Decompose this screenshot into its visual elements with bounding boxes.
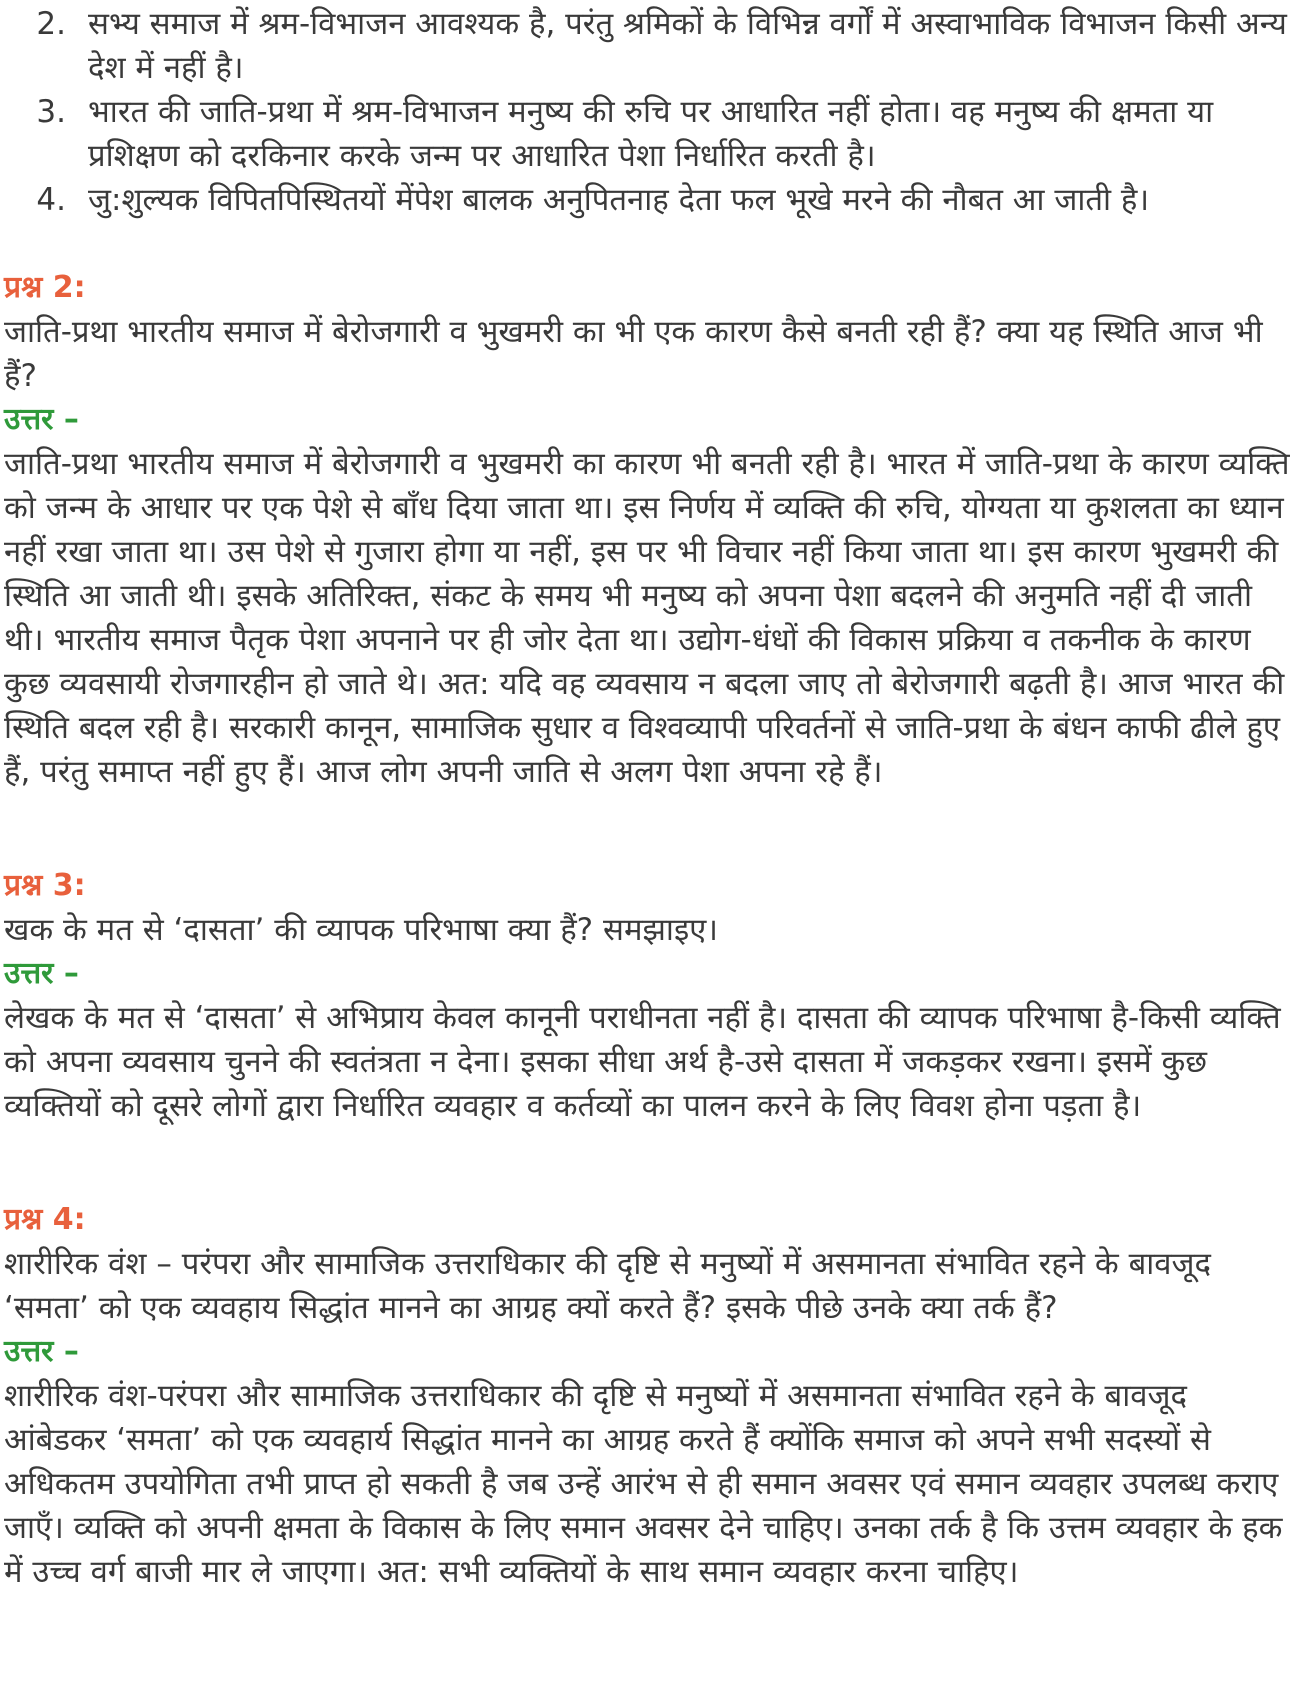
answer-label: उत्तर – [4,956,79,991]
list-item: 3. भारत की जाति-प्रथा में श्रम-विभाजन मनुष्य की रुचि पर आधारित नहीं होता। वह मनुष्य की क्षमता या प्रशिक्षण को दरकिनार करके जन्म पर आधारित पेशा निर्धारित करती है। [36,94,1214,174]
question-text: जाति-प्रथा भारतीय समाज में बेरोजगारी व भुखमरी का भी एक कारण कैसे बनती रही हैं? क्या यह स्थिति आज भी हैं? [4,314,1263,394]
question-section-3 [4,864,1297,1128]
list-item: 4. जु:शुल्यक विपितपिस्थितयों मेंपेश बालक अनुपितनाह देता फल भूखे मरने की नौबत आ जाती है। [36,182,1150,218]
question-label: प्रश्न 2: [4,270,86,305]
answer-text: लेखक के मत से ‘दासता’ से अभिप्राय केवल कानूनी पराधीनता नहीं है। दासता की व्यापक परिभाषा है-किसी व्यक्ति को अपना व्यवसाय चुनने की स्वतंत्रता न देना। इसका सीधा अर्थ है-उसे दासता में जकड़कर रखना। इसमें कुछ व्यक्तियों को दूसरे लोगों द्वारा निर्धारित व्यवहार व कर्तव्यों का पालन करने के लिए विवश होना पड़ता है। [4,1000,1281,1124]
question-text: शारीरिक वंश – परंपरा और सामाजिक उत्तराधिकार की दृष्टि से मनुष्यों में असमानता संभावित रहने के बावजूद ‘समता’ को एक व्यवहाय सिद्धांत मानने का आग्रह क्यों करते हैं? इसके पीछे उनके क्या तर्क हैं? [4,1246,1212,1326]
answer-label: उत्तर – [4,402,79,437]
question-section-2 [4,266,1297,794]
answer-text: जाति-प्रथा भारतीय समाज में बेरोजगारी व भुखमरी का कारण भी बनती रही है। भारत में जाति-प्रथा के कारण व्यक्ति को जन्म के आधार पर एक पेशे से बाँध दिया जाता था। इस निर्णय में व्यक्ति की रुचि, योग्यता या कुशलता का ध्यान नहीं रखा जाता था। उस पेशे से गुजारा होगा या नहीं, इस पर भी विचार नहीं किया जाता था। इस कारण भुखमरी की स्थिति आ जाती थी। इसके अतिरिक्त, संकट के समय भी मनुष्य को अपना पेशा बदलने की अनुमति नहीं दी जाती थी। भारतीय समाज पैतृक पेशा अपनाने पर ही जोर देता था। उद्योग-धंधों की विकास प्रक्रिया व तकनीक के कारण कुछ व्यवसायी रोजगारहीन हो जाते थे। अत: यदि वह व्यवसाय न बदला जाए तो बेरोजगारी बढ़ती है। आज भारत की स्थिति बदल रही है। सरकारी कानून, सामाजिक सुधार व विश्वव्यापी परिवर्तनों से जाति-प्रथा के बंधन काफी ढीले हुए हैं, परंतु समाप्त नहीं हुए हैं। आज लोग अपनी जाति से अलग पेशा अपना रहे हैं। [4,446,1290,790]
question-label: प्रश्न 4: [4,1202,86,1237]
question-section-4 [4,1198,1297,1594]
answer-text: शारीरिक वंश-परंपरा और सामाजिक उत्तराधिकार की दृष्टि से मनुष्यों में असमानता संभावित रहने के बावजूद आंबेडकर ‘समता’ को एक व्यवहार्य सिद्धांत मानने का आग्रह करते हैं क्योंकि समाज को अपने सभी सदस्यों से अधिकतम उपयोगिता तभी प्राप्त हो सकती है जब उन्हें आरंभ से ही समान अवसर एवं समान व्यवहार उपलब्ध कराए जाएँ। व्यक्ति को अपनी क्षमता के विकास के लिए समान अवसर देने चाहिए। उनका तर्क है कि उत्तम व्यवहार के हक में उच्च वर्ग बाजी मार ले जाएगा। अत: सभी व्यक्तियों के साथ समान व्यवहार करना चाहिए। [4,1378,1283,1590]
question-text: खक के मत से ‘दासता’ की व्यापक परिभाषा क्या हैं? समझाइए। [4,912,719,948]
question-label: प्रश्न 3: [4,868,86,903]
answer-label: उत्तर – [4,1334,79,1369]
list-item: 2. सभ्य समाज में श्रम-विभाजन आवश्यक है, परंतु श्रमिकों के विभिन्न वर्गों में अस्वाभाविक विभाजन किसी अन्य देश में नहीं है। [36,6,1287,86]
numbered-list [4,0,1297,222]
